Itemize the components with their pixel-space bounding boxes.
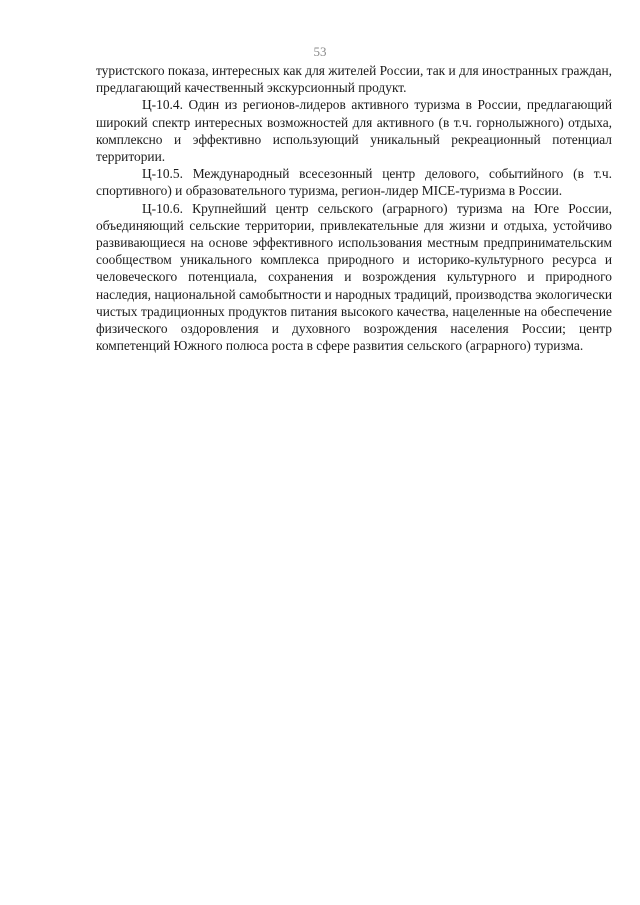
- page-number: 53: [313, 44, 327, 59]
- paragraph-c-10-4: Ц-10.4. Один из регионов-лидеров активного туризма в России, предлагающий широкий спектр интересных возможностей для активного (в т.ч. горнолыжного) отдыха, комплексно и эффективно использующий уникальный рекреационный потенциал территории.: [96, 97, 612, 165]
- paragraph-c-10-5: Ц-10.5. Международный всесезонный центр делового, событийного (в т.ч. спортивного) и образовательного туризма, регион-лидер MICE-туризма в России.: [96, 166, 612, 199]
- document-body: [96, 62, 612, 354]
- paragraph-continuation: туристского показа, интересных как для жителей России, так и для иностранных граждан, предлагающий качественный экскурсионный продукт.: [96, 63, 612, 96]
- paragraph-c-10-6: Ц-10.6. Крупнейший центр сельского (аграрного) туризма на Юге России, объединяющий сельские территории, привлекательные для жизни и отдыха, устойчиво развивающиеся на основе эффективного использования местным предпринимательским сообществом уникального комплекса природного и историко-культурного ресурса и человеческого потенциала, сохранения и возрождения культурного и природного наследия, национальной самобытности и народных традиций, производства экологически чистых традиционных продуктов питания высокого качества, нацеленные на обеспечение физического оздоровления и духовного возрождения населения России; центр компетенций Южного полюса роста в сфере развития сельского (аграрного) туризма.: [96, 200, 612, 354]
